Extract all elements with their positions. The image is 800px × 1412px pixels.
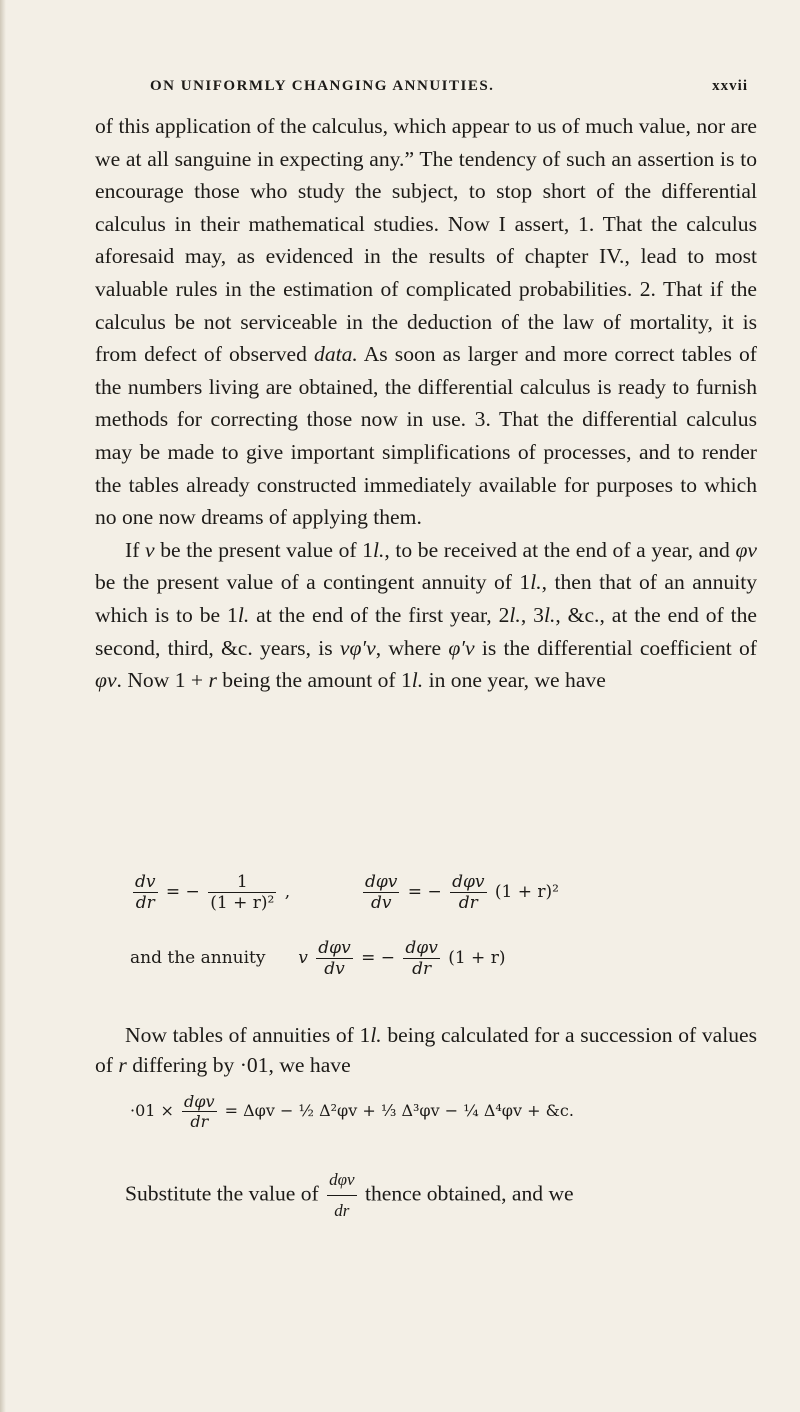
running-title: ON UNIFORMLY CHANGING ANNUITIES.	[150, 78, 495, 94]
paragraph-4: Substitute the value of $\frac{\text{dφv}}{dr}$ thence obtained, and we	[95, 1165, 757, 1226]
page-edge-shadow	[0, 0, 6, 1412]
equation-1: $\frac{dv}{dr}$ = − $\frac{1}{\text{(1 + r)²}}$ ,	[135, 872, 291, 913]
fraction: $\frac{\text{dφv}}{dr}$	[452, 872, 485, 913]
fraction: $\frac{\text{dφv}}{dr}$	[184, 1092, 215, 1131]
paragraph-3: Now tables of annuities of 1l. being calculated for a succession of values of r differing by ·01, we have	[95, 1023, 757, 1077]
paragraph-1: of this application of the calculus, which appear to us of much value, nor are we at all sanguine in expecting any.” The tendency of such an assertion is to encourage those who study the subject, to stop short of the differential calculus in their mathematical studies. Now I assert, 1. That the calculus aforesaid may, as evidenced in the results of chapter IV., lead to most valuable rules in the estimation of complicated probabilities. 2. That if the calculus be not serviceable in the deduction of the law of mortality, it is from defect of observed data. As soon as larger and more correct tables of the numbers living are obtained, the differential calculus is ready to furnish methods for correcting those now in use. 3. That the differential calculus may be made to give important simplifications of processes, and to render the tables already constructed immediately available for purposes to which no one now dreams of applying them.	[95, 114, 757, 530]
fraction: $\frac{\text{dφv}}{dr}$	[327, 1165, 356, 1226]
fraction: $\frac{dv}{dr}$	[135, 872, 156, 913]
fraction: $\frac{\text{dφv}}{dr}$	[405, 938, 438, 979]
paragraph-2: If v be the present value of 1l., to be received at the end of a year, and φv be the present value of a contingent annuity of 1l., then that of an annuity which is to be 1l. at the end of the first year, 2l., 3l., &c., at the end of the second, third, &c. years, is vφ′v, where φ′v is the differential coefficient of φv. Now 1 + r being the amount of 1l. in one year, we have	[95, 537, 757, 693]
page-number: xxvii	[712, 78, 748, 94]
main-text	[95, 110, 757, 697]
equation-2: $\frac{\text{dφv}}{dv}$ = − $\frac{\text{dφv}}{dr}$ (1 + r)²	[365, 872, 559, 913]
equation-4: ·01 × $\frac{\text{dφv}}{dr}$ = Δφv − ½ Δ²φv + ⅓ Δ³φv − ¼ Δ⁴φv + &c.	[130, 1092, 574, 1131]
fraction: $\frac{\text{dφv}}{dv}$	[365, 872, 398, 913]
equation-3: and the annuity v $\frac{\text{dφv}}{dv}$ = − $\frac{\text{dφv}}{dr}$ (1 + r)	[130, 938, 506, 979]
fraction: $\frac{1}{\text{(1 + r)²}}$	[210, 872, 275, 913]
fraction: $\frac{\text{dφv}}{dv}$	[318, 938, 351, 979]
